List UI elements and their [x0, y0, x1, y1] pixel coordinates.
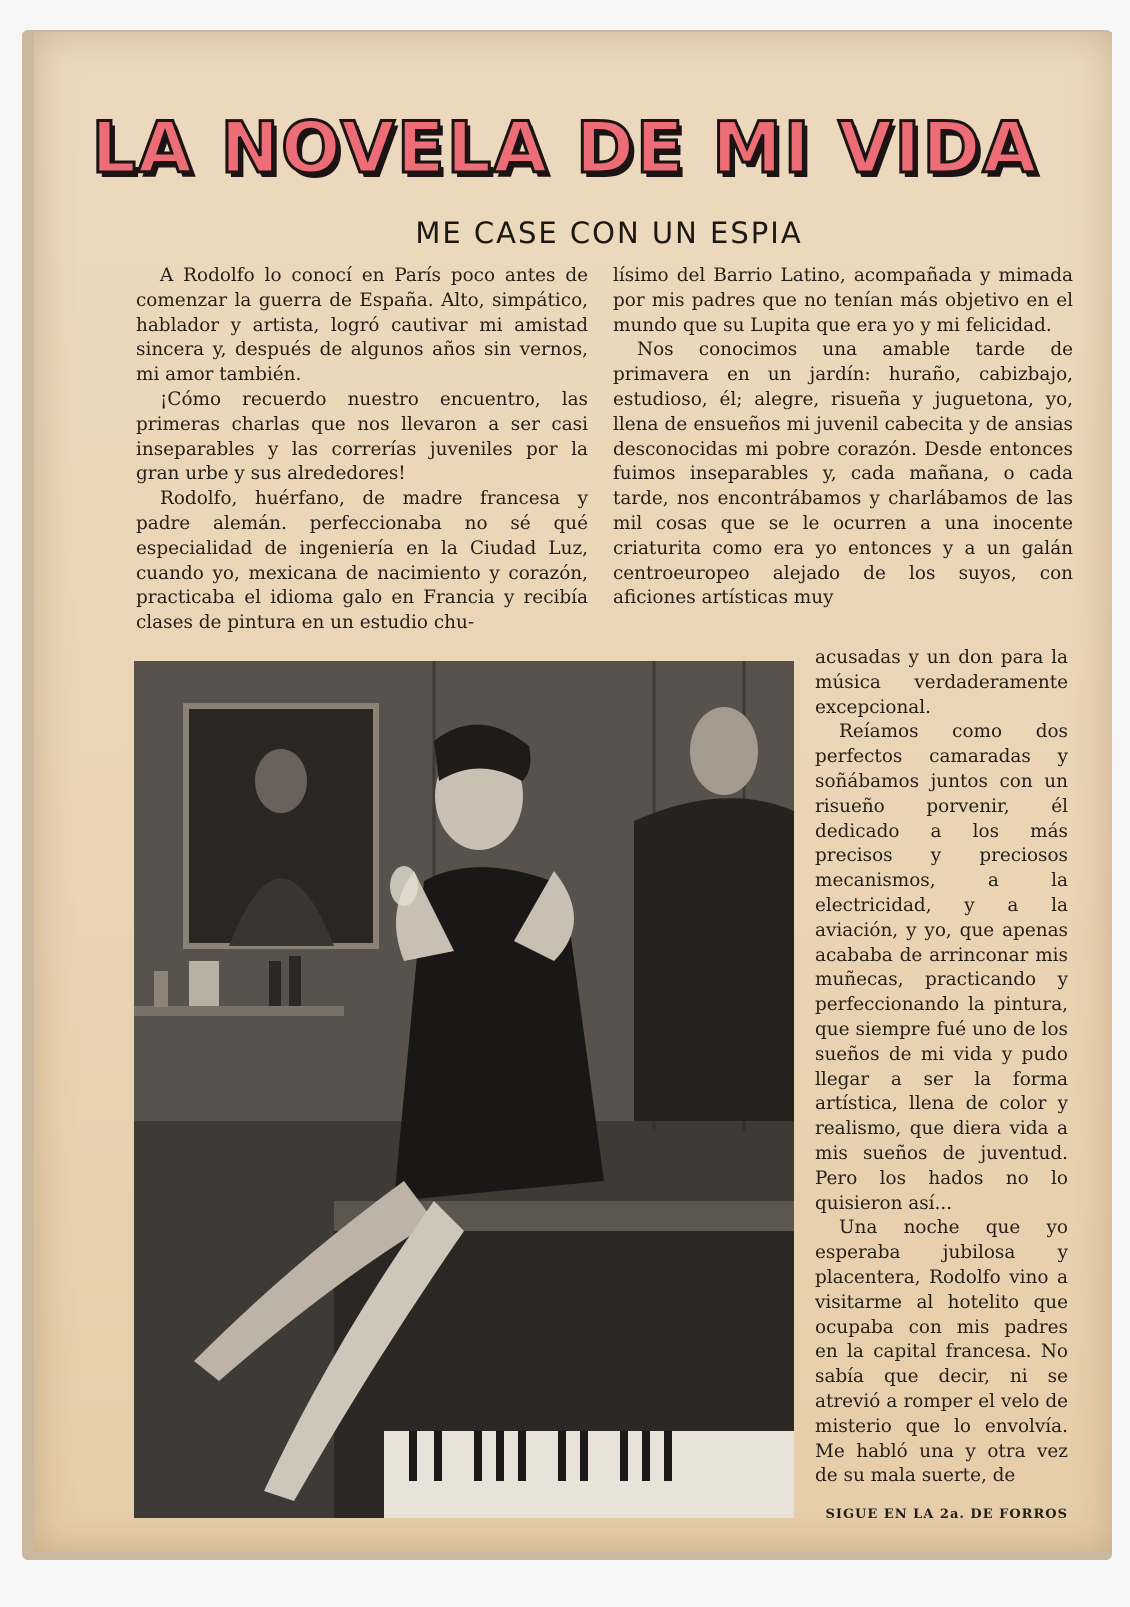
paragraph: Una noche que yo esperaba jubilosa y placentera, Rodolfo vino a visitarme al hotelito que ocupaba con mis padres en la capital francesa. No sabía que decir, ni se atrevió a romper el velo de misterio que lo envolvía. Me habló una y otra vez de su mala suerte, de — [815, 1217, 1068, 1487]
paragraph: ¡Cómo recuerdo nuestro encuentro, las primeras charlas que nos llevaron a ser casi inseparables y las correrías juveniles por la gran urbe y sus alrededores! — [136, 388, 588, 485]
photo-illustration — [134, 661, 794, 1518]
film-still-photo — [134, 661, 794, 1518]
piano-keys — [384, 1431, 794, 1518]
paragraph: acusadas y un don para la música verdaderamente excepcional. — [815, 647, 1068, 718]
text-column-2 — [613, 264, 1073, 611]
paragraph: Reíamos como dos perfectos camaradas y soñábamos juntos con un risueño porvenir, él dedicado a los más precisos y preciosos mecanismos, a la electricidad, y a la aviación, y yo, que apenas acababa de arrinconar mis muñecas, practicando y perfeccionando la pintura, que siempre fué uno de los sueños de mi vida y pudo llegar a ser la forma artística, llena de color y realismo, que diera vida a mis sueños de juventud. Pero los hados no lo quisieron así... — [815, 721, 1068, 1214]
text-column-3 — [815, 646, 1068, 1489]
paragraph: Nos conocimos una amable tarde de primavera en un jardín: huraño, cabizbajo, estudioso, él; alegre, risueña y juguetona, yo, llena de ensueños mi juvenil cabecita y de ansias desconocidas mi pobre corazón. Desde entonces fuimos inseparables y, cada mañana, o cada tarde, nos encontrábamos y charlábamos de las mil cosas que se le ocurren a una inocente criaturita como era yo entonces y a un galán centroeuropeo alejado de los suyos, con aficiones artísticas muy — [613, 339, 1073, 609]
subtitle: ME CASE CON UN ESPIA — [415, 216, 803, 250]
man-figure — [690, 707, 758, 795]
paragraph: A Rodolfo lo conocí en París poco antes de comenzar la guerra de España. Alto, simpático, hablador y artista, logró cautivar mi amistad sincera y, después de algunos años sin vernos, mi amor también. — [136, 265, 588, 386]
text-column-1 — [136, 264, 588, 636]
paragraph: Rodolfo, huérfano, de madre francesa y padre alemán. perfeccionaba no sé qué especialidad de ingeniería en la Ciudad Luz, cuando yo, mexicana de nacimiento y corazón, practicaba el idioma galo en Francia y recibía clases de pintura en un estudio chu- — [136, 488, 588, 634]
headline: LA NOVELA DE MI VIDA — [91, 107, 1039, 189]
continued-note: SIGUE EN LA 2a. DE FORROS — [825, 1507, 1068, 1522]
paragraph: lísimo del Barrio Latino, acompañada y mimada por mis padres que no tenían más objetivo en el mundo que su Lupita que era yo y mi felicidad. — [613, 265, 1073, 336]
